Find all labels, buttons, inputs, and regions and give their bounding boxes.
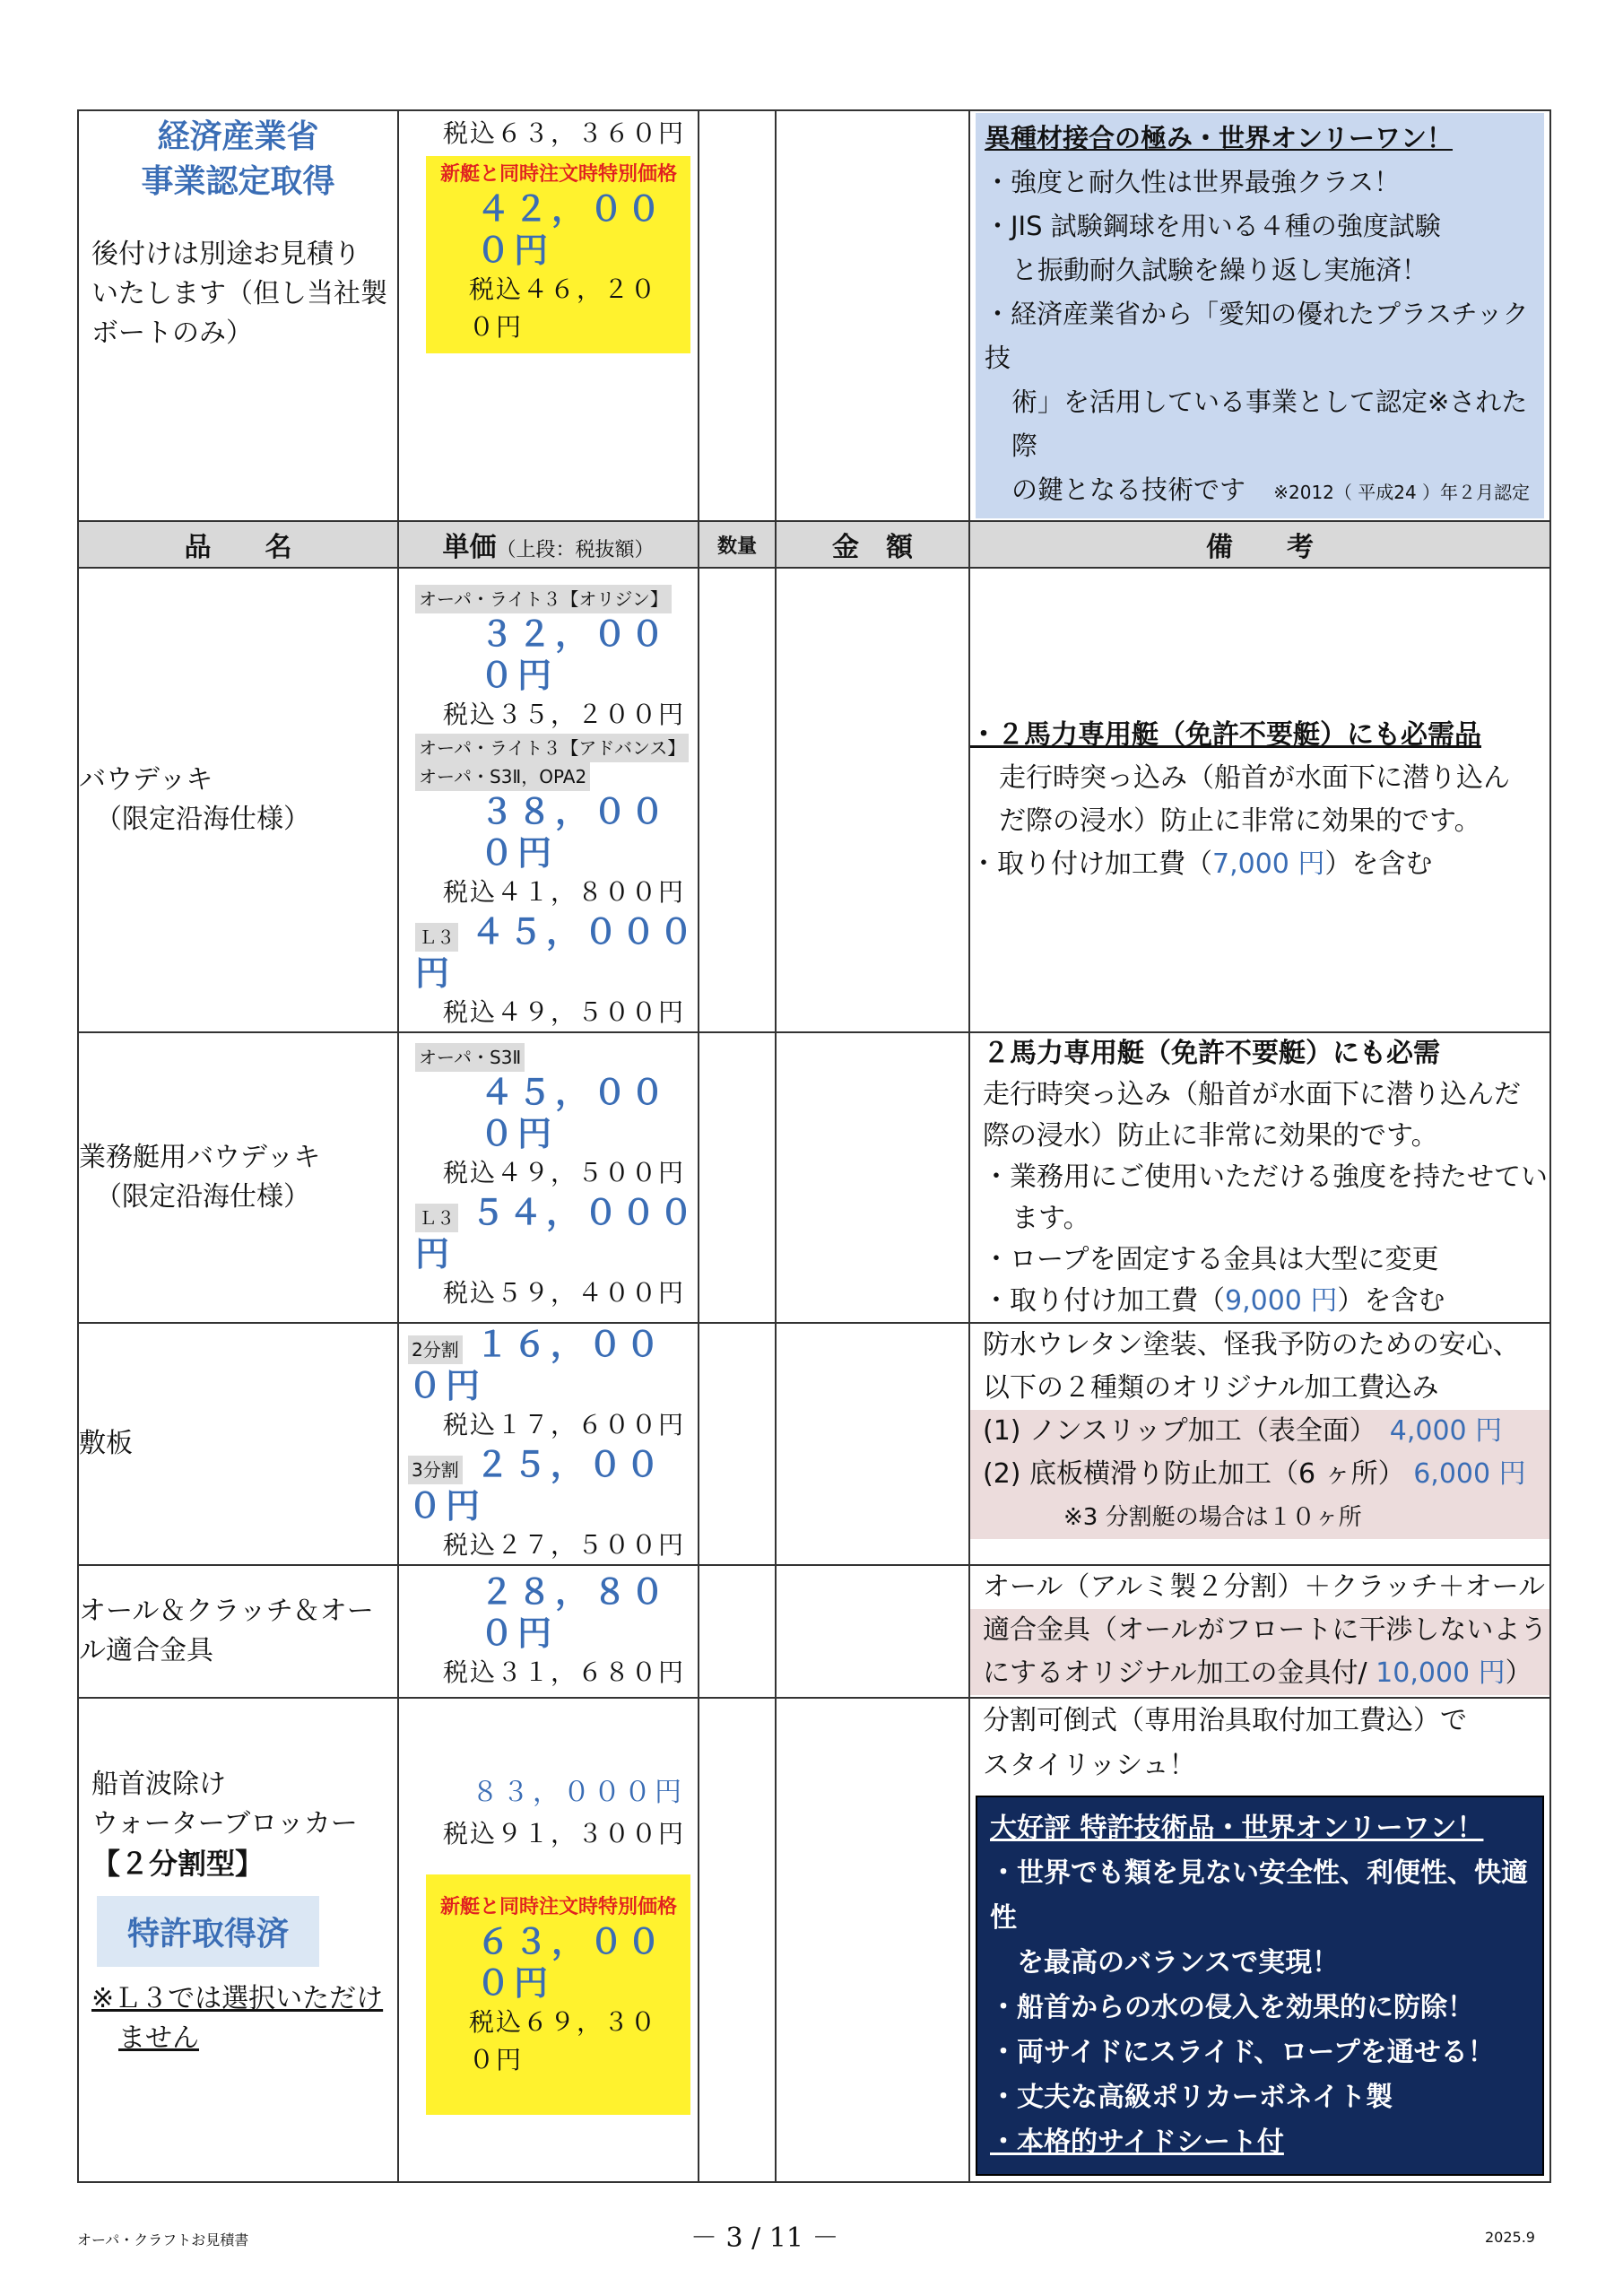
item-name: バウデッキ [79,764,213,796]
note-line: ボートのみ） [91,317,253,349]
tax-price: 税込１７，６００円 [442,1410,685,1439]
tax-price: 税込３５，２００円 [442,700,685,729]
remarks-line-suffix: ） [1505,1657,1532,1689]
price-cell [398,110,699,521]
remarks-line: と振動耐久試験を繰り返し実施済！ [1011,255,1428,285]
price: ４５，０００円 [480,1073,669,1153]
special-price-box [426,156,690,353]
tax-price: 税込６３，３６０円 [442,118,685,148]
item-name: オール＆クラッチ＆オー [79,1596,374,1627]
price: ２８，８００円 [480,1572,669,1653]
remarks-cell [969,1032,1550,1323]
tax-price: 税込４９，５００円 [442,997,685,1027]
tax-price: 税込４１，８００円 [442,877,685,907]
remarks-line: だ際の浸水）防止に非常に効果的です。 [999,805,1481,837]
amount-cell [776,110,969,521]
feature-panel [976,1796,1544,2176]
special-price-label: 新艇と同時注文時特別価格 [440,163,678,186]
feature-line: ・丈夫な高級ポリカーボネイト製 [990,2082,1393,2113]
model-tag: オーパ・ライト３【オリジン】 [415,585,672,613]
item-name-cell [78,1032,398,1323]
remarks-line: 際の浸水）防止に非常に効果的です。 [983,1120,1438,1152]
remarks-highlight [976,113,1544,518]
amount-cell [776,1565,969,1698]
model-tag: オーパ・S3Ⅱ [415,1043,525,1072]
remarks-fee: 4,000 円 [1389,1415,1503,1447]
feature-line: ・両サイドにスライド、ロープを通せる！ [990,2037,1495,2068]
remarks-highlight [970,1410,1549,1539]
header-remarks: 備 考 [969,521,1550,568]
remarks-title: 異種材接合の極み・世界オンリーワン！ [985,123,1454,153]
certification-title: 経済産業省 [157,118,319,155]
special-price-label: 新艇と同時注文時特別価格 [440,1896,678,1918]
item-name-cell [78,1323,398,1565]
price-cell [398,568,699,1032]
price-cell [398,1323,699,1565]
remarks-line: ・業務用にご使用いただける強度を持たせてい [983,1161,1548,1193]
remarks-fee-suffix: ）を含む [1337,1285,1445,1317]
header-unit-price [398,521,699,568]
remarks-line: スタイリッシュ！ [983,1750,1196,1781]
header-name: 品 名 [78,521,398,568]
estimate-table [77,109,1551,2183]
table-header [78,521,1550,568]
remarks-cell [969,568,1550,1032]
price: ４５，０００円 [415,912,698,993]
amount-cell [776,1032,969,1323]
quantity-cell [699,568,776,1032]
price: ３８，０００円 [480,792,669,873]
remarks-title: ・２馬力専用艇（免許不要艇）にも必需品 [970,719,1481,751]
item-name-cell [78,1565,398,1698]
remarks-line: ・経済産業省から「愛知の優れたプラスチック技 [985,299,1529,373]
price: １６，０００円 [408,1325,664,1405]
price-cell [398,1032,699,1323]
footer-date: 2025.9 [1485,2229,1535,2246]
item-subname: （限定沿海仕様） [95,804,310,835]
price: ５４，０００円 [415,1193,698,1274]
special-price-box [426,1874,690,2115]
feature-title: 大好評 特許技術品・世界オンリーワン！ [990,1813,1484,1844]
remarks-line: 防水ウレタン塗装、怪我予防のための安心、 [983,1329,1520,1361]
model-tag: Ｌ３ [415,1204,458,1232]
item-name: ウォーターブロッカー [91,1808,358,1839]
patent-badge: 特許取得済 [97,1896,319,1967]
remarks-line: の鍵となる技術です [1011,474,1246,505]
model-tag: オーパ・S3Ⅱ，OPA2 [415,762,590,791]
remarks-line: ・JIS 試験鋼球を用いる４種の強度試験 [985,211,1441,241]
remarks-fee: 10,000 円 [1376,1657,1506,1689]
price: ２５，０００円 [408,1445,664,1526]
item-name-bold: 【２分割型】 [91,1847,265,1881]
special-price: ６３，０００円 [476,1922,665,2003]
split-tag: 3分割 [408,1456,463,1484]
price-cell [398,1698,699,2182]
remarks-line: ます。 [1011,1203,1090,1234]
price-cell [398,1565,699,1698]
price: ８３，０００円 [472,1777,685,1808]
remarks-line: 走行時突っ込み（船首が水面下に潜り込んだ [983,1079,1521,1110]
table-row [78,1698,1550,2182]
item-name: 業務艇用バウデッキ [79,1142,321,1173]
warning-line: ※Ｌ３では選択いただけ [91,1983,384,2014]
model-tag: Ｌ３ [415,923,458,952]
tax-price: 税込４９，５００円 [442,1158,685,1187]
remarks-fee-prefix: ・取り付け加工費（ [983,1285,1225,1317]
remarks-cell [969,1565,1550,1698]
feature-line: ・世界でも類を見ない安全性、利便性、快適性 [990,1857,1528,1934]
item-subname: （限定沿海仕様） [95,1181,310,1213]
item-name-cell [78,110,398,521]
header-quantity: 数量 [699,521,776,568]
table-row [78,1565,1550,1698]
item-name-cell [78,1698,398,2182]
remarks-line: 走行時突っ込み（船首が水面下に潜り込ん [999,762,1510,794]
tax-price: 税込９１，３００円 [442,1819,685,1848]
amount-cell [776,1698,969,2182]
remarks-item: (1) ノンスリップ加工（表全面） [983,1415,1363,1447]
warning-line: ません [118,2022,199,2054]
remarks-small-note: ※2012（ 平成24 ）年２月認定 [1273,482,1531,503]
item-name: ル適合金具 [79,1635,213,1666]
remarks-line: 術」を活用している事業として認定※された際 [1011,387,1528,461]
feature-line: ・船首からの水の侵入を効果的に防除！ [990,1992,1474,2023]
remarks-cell [969,110,1550,521]
quantity-cell [699,110,776,521]
amount-cell [776,568,969,1032]
page-number: － 3 / 11 － [690,2222,839,2254]
remarks-highlight [970,1609,1549,1695]
special-price: ４２，０００円 [476,189,665,270]
remarks-line: 適合金具（オールがフロートに干渉しないよう [983,1614,1548,1646]
price: ３２，０００円 [480,614,669,695]
note-line: いたします（但し当社製 [91,278,387,309]
footer-doc-title: オーパ・クラフトお見積書 [77,2231,249,2248]
remarks-cell [969,1698,1550,2182]
header-amount: 金 額 [776,521,969,568]
remarks-line: 以下の２種類のオリジナル加工費込み [983,1372,1439,1404]
feature-line: を最高のバランスで実現！ [1017,1947,1340,1979]
remarks-fee: 7,000 円 [1212,848,1325,880]
remarks-line: にするオリジナル加工の金具付/ [983,1657,1376,1689]
remarks-line: ・ロープを固定する金具は大型に変更 [983,1244,1439,1275]
tax-price: 税込２７，５００円 [442,1530,685,1560]
remarks-note: ※3 分割艇の場合は１０ヶ所 [1063,1504,1362,1531]
remarks-fee-suffix: ）を含む [1324,848,1433,880]
remarks-line: ・強度と耐久性は世界最強クラス！ [985,167,1401,197]
item-name-cell [78,568,398,1032]
amount-cell [776,1323,969,1565]
header-unit-price-note: （上段：税抜額） [496,539,655,561]
remarks-cell [969,1323,1550,1565]
remarks-item: (2) 底板横滑り防止加工（6 ヶ所） [983,1458,1405,1490]
feature-line: ・本格的サイドシート付 [990,2126,1284,2158]
quantity-cell [699,1032,776,1323]
quantity-cell [699,1698,776,2182]
table-row [78,1032,1550,1323]
model-tag: オーパ・ライト３【アドバンス】 [415,734,689,762]
special-tax-price: 税込４６，２００円 [469,274,658,342]
table-row [78,1323,1550,1565]
quantity-cell [699,1565,776,1698]
quantity-cell [699,1323,776,1565]
certification-subtitle: 事業認定取得 [141,163,335,200]
table-row [78,110,1550,521]
remarks-line: 分割可倒式（専用治具取付加工費込）で [983,1705,1467,1736]
table-row [78,568,1550,1032]
remarks-fee-prefix: ・取り付け加工費（ [970,848,1212,880]
tax-price: 税込５９，４００円 [442,1278,685,1308]
special-tax-price: 税込６９，３００円 [469,2007,658,2074]
remarks-line: オール（アルミ製２分割）＋クラッチ＋オール [983,1571,1545,1603]
remarks-title: ２馬力専用艇（免許不要艇）にも必需 [983,1038,1440,1069]
item-name: 船首波除け [91,1769,226,1800]
remarks-fee: 9,000 円 [1225,1285,1338,1317]
note-line: 後付けは別途お見積り [91,239,360,270]
item-name: 敷板 [79,1428,133,1459]
split-tag: 2分割 [408,1335,463,1364]
tax-price: 税込３１，６８０円 [442,1657,685,1687]
remarks-fee: 6,000 円 [1413,1458,1526,1490]
header-unit-price-label: 単価 [442,532,497,563]
